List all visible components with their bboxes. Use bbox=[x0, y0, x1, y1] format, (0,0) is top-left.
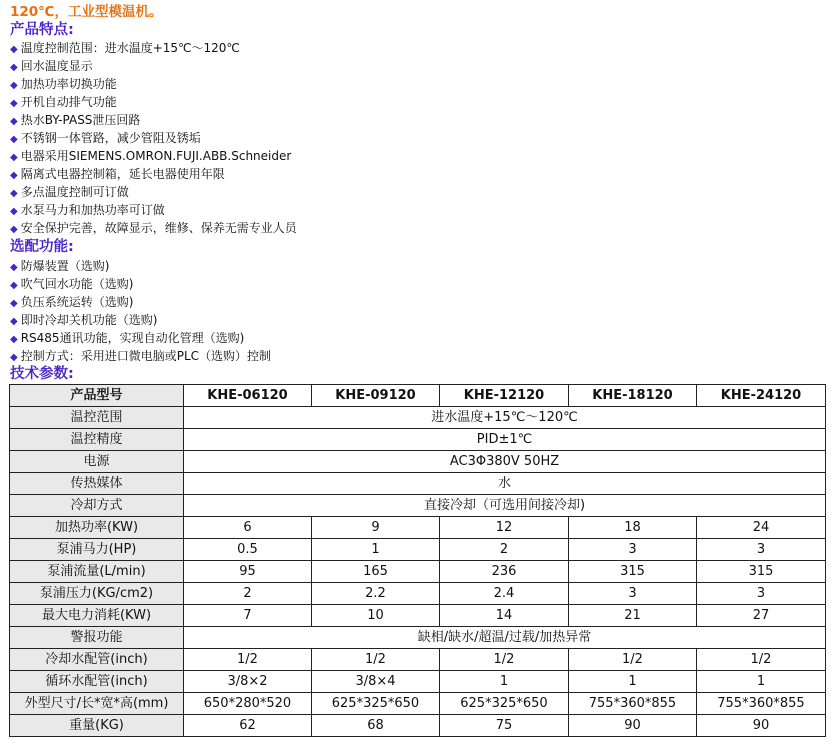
value-cell: 1/2 bbox=[440, 649, 569, 671]
diamond-bullet-icon: ◆ bbox=[10, 98, 18, 109]
value-cell: 90 bbox=[569, 715, 697, 737]
spec-row bbox=[10, 473, 826, 495]
value-cell: 1 bbox=[697, 671, 826, 693]
value-cell: 3/8×2 bbox=[184, 671, 312, 693]
value-cell: 24 bbox=[697, 517, 826, 539]
row-label: 冷却方式 bbox=[10, 495, 184, 517]
value-cell: 6 bbox=[184, 517, 312, 539]
value-cell: 10 bbox=[312, 605, 440, 627]
value-cell: 1 bbox=[569, 671, 697, 693]
value-cell: 18 bbox=[569, 517, 697, 539]
specs-heading: 技术参数: bbox=[10, 366, 74, 382]
intro-line: 120℃，工业型模温机。 bbox=[10, 4, 163, 20]
diamond-bullet-icon: ◆ bbox=[10, 352, 18, 363]
row-label: 循环水配管(inch) bbox=[10, 671, 184, 693]
value-cell: 14 bbox=[440, 605, 569, 627]
value-cell: 2 bbox=[184, 583, 312, 605]
spec-row bbox=[10, 407, 826, 429]
row-label: 最大电力消耗(KW) bbox=[10, 605, 184, 627]
option-item: ◆ 负压系统运转（选购) bbox=[10, 295, 134, 309]
feature-item: ◆ 开机自动排气功能 bbox=[10, 95, 117, 109]
header-cell: KHE-24120 bbox=[697, 385, 826, 407]
row-label: 泵浦流量(L/min) bbox=[10, 561, 184, 583]
diamond-bullet-icon: ◆ bbox=[10, 224, 18, 235]
diamond-bullet-icon: ◆ bbox=[10, 152, 18, 163]
value-cell: 755*360*855 bbox=[697, 693, 826, 715]
spec-row bbox=[10, 429, 826, 451]
row-label: 外型尺寸/长*宽*高(mm) bbox=[10, 693, 184, 715]
value-cell: 1 bbox=[440, 671, 569, 693]
feature-item: ◆ 加热功率切换功能 bbox=[10, 77, 117, 91]
row-label: 传热媒体 bbox=[10, 473, 184, 495]
value-cell: 2.4 bbox=[440, 583, 569, 605]
spec-row bbox=[10, 583, 826, 605]
merged-value-cell: 进水温度+15℃～120℃ bbox=[184, 407, 826, 429]
feature-item: ◆ 隔离式电器控制箱，延长电器使用年限 bbox=[10, 167, 225, 181]
diamond-bullet-icon: ◆ bbox=[10, 298, 18, 309]
feature-item: ◆ 热水BY-PASS泄压回路 bbox=[10, 113, 141, 127]
header-cell: KHE-12120 bbox=[440, 385, 569, 407]
spec-row bbox=[10, 451, 826, 473]
diamond-bullet-icon: ◆ bbox=[10, 316, 18, 327]
row-label: 加热功率(KW) bbox=[10, 517, 184, 539]
feature-item: ◆ 温度控制范围：进水温度+15℃～120℃ bbox=[10, 41, 240, 55]
spec-row bbox=[10, 715, 826, 737]
option-item: ◆ 即时冷却关机功能（选购) bbox=[10, 313, 158, 327]
value-cell: 12 bbox=[440, 517, 569, 539]
value-cell: 21 bbox=[569, 605, 697, 627]
spec-row bbox=[10, 693, 826, 715]
row-label: 冷却水配管(inch) bbox=[10, 649, 184, 671]
spec-row bbox=[10, 539, 826, 561]
row-label: 电源 bbox=[10, 451, 184, 473]
row-label: 温控范围 bbox=[10, 407, 184, 429]
value-cell: 90 bbox=[697, 715, 826, 737]
option-item: ◆ 控制方式：采用进口微电脑或PLC（选购）控制 bbox=[10, 349, 272, 363]
value-cell: 165 bbox=[312, 561, 440, 583]
value-cell: 315 bbox=[697, 561, 826, 583]
merged-value-cell: 缺相/缺水/超温/过载/加热异常 bbox=[184, 627, 826, 649]
options-heading: 选配功能: bbox=[10, 239, 74, 255]
spec-header-row bbox=[10, 385, 826, 407]
value-cell: 3 bbox=[569, 539, 697, 561]
spec-row bbox=[10, 517, 826, 539]
value-cell: 1 bbox=[312, 539, 440, 561]
value-cell: 68 bbox=[312, 715, 440, 737]
diamond-bullet-icon: ◆ bbox=[10, 334, 18, 345]
value-cell: 62 bbox=[184, 715, 312, 737]
header-cell: KHE-06120 bbox=[184, 385, 312, 407]
header-cell: KHE-18120 bbox=[569, 385, 697, 407]
diamond-bullet-icon: ◆ bbox=[10, 188, 18, 199]
row-label: 泵浦压力(KG/cm2) bbox=[10, 583, 184, 605]
spec-row bbox=[10, 627, 826, 649]
value-cell: 625*325*650 bbox=[312, 693, 440, 715]
feature-item: ◆ 水泵马力和加热功率可订做 bbox=[10, 203, 165, 217]
spec-row bbox=[10, 561, 826, 583]
value-cell: 95 bbox=[184, 561, 312, 583]
spec-table bbox=[9, 384, 826, 737]
diamond-bullet-icon: ◆ bbox=[10, 280, 18, 291]
header-cell: KHE-09120 bbox=[312, 385, 440, 407]
merged-value-cell: PID±1℃ bbox=[184, 429, 826, 451]
diamond-bullet-icon: ◆ bbox=[10, 262, 18, 273]
spec-row bbox=[10, 671, 826, 693]
option-item: ◆ 吹气回水功能（选购) bbox=[10, 277, 134, 291]
value-cell: 755*360*855 bbox=[569, 693, 697, 715]
value-cell: 315 bbox=[569, 561, 697, 583]
row-label: 温控精度 bbox=[10, 429, 184, 451]
diamond-bullet-icon: ◆ bbox=[10, 170, 18, 181]
row-label: 泵浦马力(HP) bbox=[10, 539, 184, 561]
value-cell: 3/8×4 bbox=[312, 671, 440, 693]
value-cell: 1/2 bbox=[184, 649, 312, 671]
header-cell: 产品型号 bbox=[10, 385, 184, 407]
merged-value-cell: AC3Φ380V 50HZ bbox=[184, 451, 826, 473]
spec-row bbox=[10, 495, 826, 517]
spec-row bbox=[10, 649, 826, 671]
value-cell: 236 bbox=[440, 561, 569, 583]
features-heading: 产品特点: bbox=[10, 22, 74, 38]
feature-item: ◆ 安全保护完善，故障显示，维修、保养无需专业人员 bbox=[10, 221, 297, 235]
value-cell: 0.5 bbox=[184, 539, 312, 561]
value-cell: 1/2 bbox=[697, 649, 826, 671]
option-item: ◆ RS485通讯功能，实现自动化管理（选购) bbox=[10, 331, 245, 345]
value-cell: 3 bbox=[697, 539, 826, 561]
diamond-bullet-icon: ◆ bbox=[10, 134, 18, 145]
value-cell: 27 bbox=[697, 605, 826, 627]
value-cell: 625*325*650 bbox=[440, 693, 569, 715]
diamond-bullet-icon: ◆ bbox=[10, 62, 18, 73]
feature-item: ◆ 多点温度控制可订做 bbox=[10, 185, 129, 199]
value-cell: 3 bbox=[569, 583, 697, 605]
value-cell: 2 bbox=[440, 539, 569, 561]
diamond-bullet-icon: ◆ bbox=[10, 206, 18, 217]
value-cell: 7 bbox=[184, 605, 312, 627]
value-cell: 75 bbox=[440, 715, 569, 737]
option-item: ◆ 防爆装置（选购) bbox=[10, 259, 110, 273]
row-label: 重量(KG) bbox=[10, 715, 184, 737]
value-cell: 1/2 bbox=[312, 649, 440, 671]
feature-item: ◆ 不锈钢一体管路，减少管阻及锈垢 bbox=[10, 131, 201, 145]
diamond-bullet-icon: ◆ bbox=[10, 80, 18, 91]
value-cell: 9 bbox=[312, 517, 440, 539]
diamond-bullet-icon: ◆ bbox=[10, 44, 18, 55]
value-cell: 650*280*520 bbox=[184, 693, 312, 715]
merged-value-cell: 直接冷却（可选用间接冷却) bbox=[184, 495, 826, 517]
row-label: 警报功能 bbox=[10, 627, 184, 649]
value-cell: 1/2 bbox=[569, 649, 697, 671]
feature-item: ◆ 电器采用SIEMENS.OMRON.FUJI.ABB.Schneider bbox=[10, 149, 292, 163]
merged-value-cell: 水 bbox=[184, 473, 826, 495]
value-cell: 3 bbox=[697, 583, 826, 605]
spec-row bbox=[10, 605, 826, 627]
diamond-bullet-icon: ◆ bbox=[10, 116, 18, 127]
value-cell: 2.2 bbox=[312, 583, 440, 605]
feature-item: ◆ 回水温度显示 bbox=[10, 59, 93, 73]
